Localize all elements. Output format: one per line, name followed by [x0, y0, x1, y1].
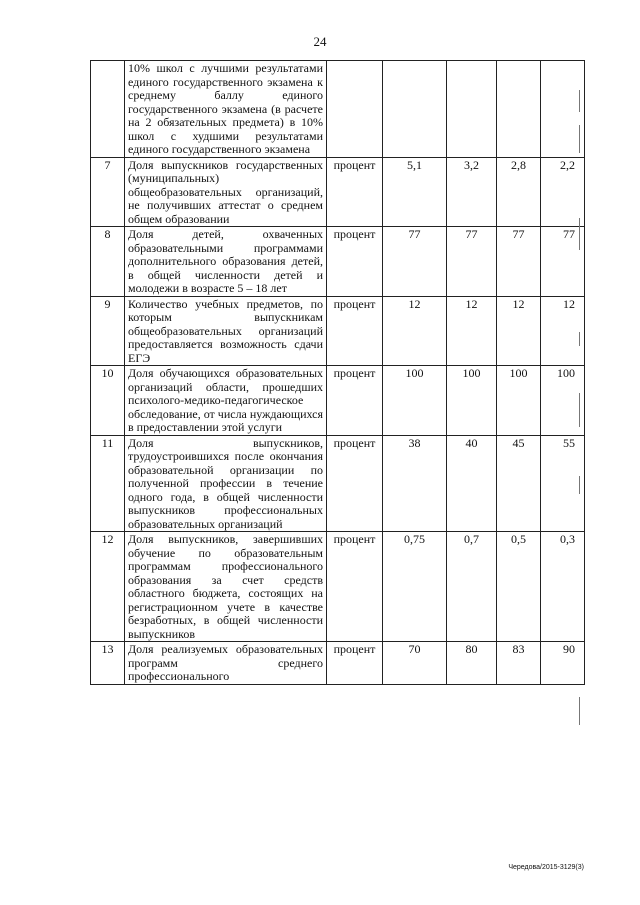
scan-mark	[579, 697, 580, 725]
value-cell: 0,75	[383, 532, 447, 642]
value-cell	[497, 61, 541, 158]
unit-cell: процент	[327, 435, 383, 532]
indicator-description: Количество учебных предметов, по которым выпускникам общеобразовательных организаций предоставляется возможность сдачи ЕГЭ	[125, 296, 327, 366]
table-row	[91, 366, 585, 436]
value-cell: 55	[541, 435, 585, 532]
value-cell	[383, 61, 447, 158]
value-cell: 12	[447, 296, 497, 366]
indicator-description: Доля выпускников, завершивших обучение по образовательным программам профессионального образования за счет средств областного бюджета, состоящих на регистрационном учете в качестве безработных, в общей численности выпускников	[125, 532, 327, 642]
value-cell: 70	[383, 642, 447, 685]
indicator-description: Доля детей, охваченных образовательными программами дополнительного образования детей, в общей численности детей и молодежи в возрасте 5 – 18 лет	[125, 227, 327, 297]
indicator-description: Доля выпускников государственных (муниципальных) общеобразовательных организаций, не получивших аттестат о среднем общем образовании	[125, 157, 327, 227]
value-cell: 80	[447, 642, 497, 685]
table-row	[91, 227, 585, 297]
scan-mark	[579, 218, 580, 250]
value-cell: 3,2	[447, 157, 497, 227]
table-row	[91, 532, 585, 642]
value-cell: 12	[497, 296, 541, 366]
value-cell: 77	[497, 227, 541, 297]
scan-mark	[579, 476, 580, 494]
value-cell: 90	[541, 642, 585, 685]
table-row	[91, 61, 585, 158]
value-cell: 77	[383, 227, 447, 297]
value-cell: 100	[497, 366, 541, 436]
row-number	[91, 61, 125, 158]
value-cell: 2,2	[541, 157, 585, 227]
value-cell: 100	[447, 366, 497, 436]
value-cell: 0,3	[541, 532, 585, 642]
unit-cell: процент	[327, 642, 383, 685]
value-cell: 77	[447, 227, 497, 297]
value-cell: 77	[541, 227, 585, 297]
document-footer-code: Чередова/2015-3129(3)	[508, 864, 584, 871]
value-cell: 40	[447, 435, 497, 532]
table-row	[91, 642, 585, 685]
scan-mark	[579, 125, 580, 153]
scan-mark	[579, 90, 580, 112]
value-cell: 83	[497, 642, 541, 685]
value-cell: 2,8	[497, 157, 541, 227]
value-cell: 100	[541, 366, 585, 436]
page-number: 24	[313, 34, 327, 49]
unit-cell: процент	[327, 366, 383, 436]
indicators-table-body	[91, 61, 585, 685]
row-number: 8	[91, 227, 125, 297]
value-cell	[447, 61, 497, 158]
indicators-table	[90, 60, 585, 685]
indicator-description: Доля обучающихся образовательных организаций области, прошедших психолого-медико-педагогическое обследование, от числа нуждающихся в предоставлении этой услуги	[125, 366, 327, 436]
value-cell	[541, 61, 585, 158]
table-row	[91, 435, 585, 532]
unit-cell	[327, 61, 383, 158]
unit-cell: процент	[327, 532, 383, 642]
row-number: 9	[91, 296, 125, 366]
value-cell: 100	[383, 366, 447, 436]
indicator-description: Доля выпускников, трудоустроившихся после окончания образовательной организации по полученной профессии в течение одного года, в общей численности выпускников профессиональных образовательных организаций	[125, 435, 327, 532]
row-number: 12	[91, 532, 125, 642]
value-cell: 5,1	[383, 157, 447, 227]
scan-mark	[579, 332, 580, 346]
value-cell: 45	[497, 435, 541, 532]
row-number: 11	[91, 435, 125, 532]
value-cell: 12	[541, 296, 585, 366]
row-number: 7	[91, 157, 125, 227]
value-cell: 0,5	[497, 532, 541, 642]
indicator-description: 10% школ с лучшими результатами единого государственного экзамена к среднему баллу единого государственного экзамена (в расчете на 2 обязательных предмета) в 10% школ с худшими результатами единого государственного экзамена	[125, 61, 327, 158]
value-cell: 0,7	[447, 532, 497, 642]
unit-cell: процент	[327, 296, 383, 366]
unit-cell: процент	[327, 227, 383, 297]
table-row	[91, 157, 585, 227]
unit-cell: процент	[327, 157, 383, 227]
table-row	[91, 296, 585, 366]
row-number: 10	[91, 366, 125, 436]
indicator-description: Доля реализуемых образовательных программ среднего профессионального	[125, 642, 327, 685]
value-cell: 12	[383, 296, 447, 366]
scan-mark	[579, 393, 580, 427]
value-cell: 38	[383, 435, 447, 532]
row-number: 13	[91, 642, 125, 685]
